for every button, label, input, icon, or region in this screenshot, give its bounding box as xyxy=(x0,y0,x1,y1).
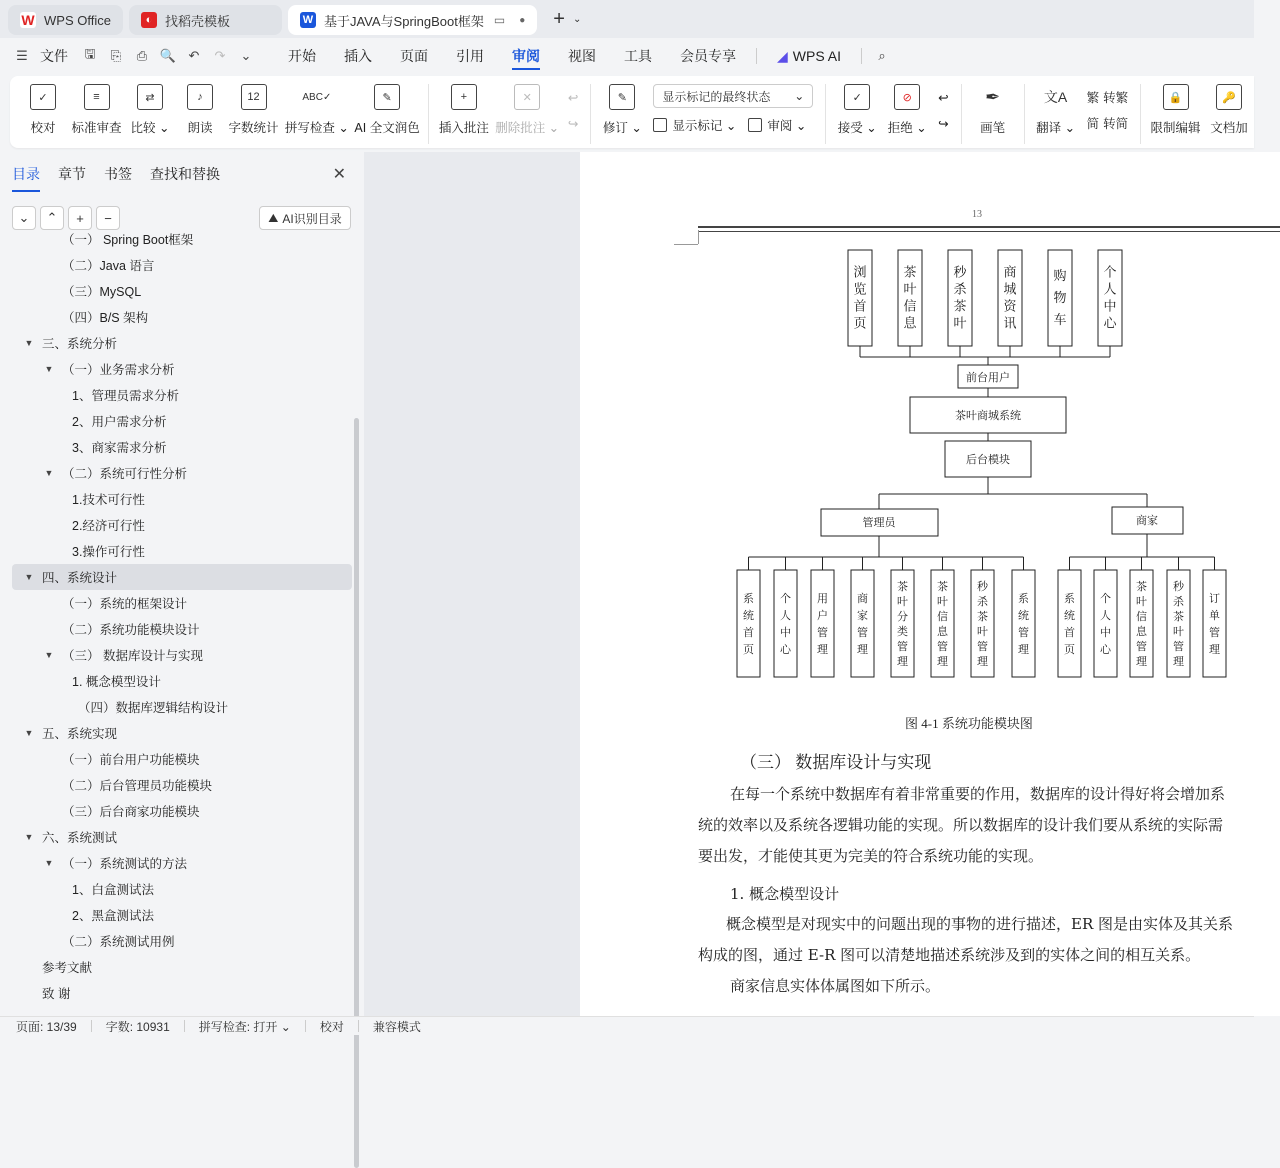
standard-review-label: 标准审查 xyxy=(71,121,122,135)
tab-bar xyxy=(0,0,1254,38)
status-divider xyxy=(305,1020,306,1032)
comment-nav-group xyxy=(568,84,578,136)
merchant-module-label: 个人中心 xyxy=(1100,592,1111,656)
admin-module-label: 用户管理 xyxy=(817,592,828,656)
review-pane-icon xyxy=(748,118,762,132)
expand-triangle-icon[interactable]: ▼ xyxy=(44,650,54,660)
admin-module-box xyxy=(737,570,760,677)
accept-label: 接受 ⌄ xyxy=(837,121,877,135)
ribbon-divider xyxy=(961,84,962,144)
admin-module-label: 系统管理 xyxy=(1018,592,1029,656)
front-module-label: 浏览首页 xyxy=(853,265,867,332)
toc-item-label: （三） 数据库设计与实现 xyxy=(62,649,203,663)
traditional-icon: 繁 xyxy=(1086,91,1100,105)
toc-item[interactable] xyxy=(12,616,352,642)
toc-item-label: 致 谢 xyxy=(42,987,71,1001)
change-nav-group xyxy=(938,84,948,136)
compat-mode-indicator: 兼容模式 xyxy=(372,1019,421,1034)
expand-triangle-icon[interactable]: ▼ xyxy=(44,468,54,478)
pen-label: 画笔 xyxy=(980,121,1006,135)
tab-bookmarks[interactable]: 书签 xyxy=(104,166,132,182)
expand-triangle-icon[interactable]: ▼ xyxy=(24,832,34,842)
ribbon-divider xyxy=(1140,84,1141,144)
subsection-heading: 1. 概念模型设计 xyxy=(730,885,840,903)
toc-item-label: 2.经济可行性 xyxy=(72,519,145,533)
admin-module-label: 茶叶分类管理 xyxy=(897,580,908,668)
word-count-button[interactable] xyxy=(228,84,279,136)
toc-item[interactable] xyxy=(12,278,352,304)
admin-module-label: 茶叶信息管理 xyxy=(937,580,948,668)
body-paragraph-line: 在每一个系统中数据库有着非常重要的作用，数据库的设计得好将会增加系 xyxy=(730,785,1226,803)
spell-check-indicator[interactable]: 拼写检查: 打开 ⌄ xyxy=(198,1019,291,1034)
merchant-module-label: 系统首页 xyxy=(1064,592,1075,656)
new-tab-button[interactable]: + xyxy=(553,7,565,30)
add-heading-icon[interactable]: + xyxy=(68,206,92,230)
show-markup-button[interactable]: 显示标记 ⌄ xyxy=(672,119,737,133)
toc-item-label: 3、商家需求分析 xyxy=(72,441,167,455)
admin-module-label: 个人中心 xyxy=(780,592,791,656)
ribbon-divider xyxy=(1024,84,1025,144)
unsaved-dot-icon[interactable]: ● xyxy=(519,14,526,26)
toc-item[interactable] xyxy=(12,408,352,434)
next-comment-button[interactable]: ↪ xyxy=(567,116,579,131)
admin-module-label: 商家管理 xyxy=(857,592,868,656)
status-divider xyxy=(358,1020,359,1032)
wps-logo-icon: W xyxy=(21,12,35,28)
translate-label: 翻译 ⌄ xyxy=(1036,121,1076,135)
admin-module-label: 系统首页 xyxy=(743,592,754,656)
toc-item[interactable] xyxy=(12,382,352,408)
toc-item-label: （一）前台用户功能模块 xyxy=(62,753,200,767)
toc-item[interactable] xyxy=(12,252,352,278)
toc-item-label: 1、管理员需求分析 xyxy=(72,389,179,403)
admin-module-box xyxy=(851,570,874,677)
tab-wps-office[interactable] xyxy=(8,5,123,35)
merchant-module-label: 茶叶信息管理 xyxy=(1136,580,1147,668)
body-paragraph-line: 概念模型是对现实中的问题出现的事物的进行描述，ER 图是由实体及其关系 xyxy=(726,915,1234,933)
toc-item[interactable] xyxy=(12,538,352,564)
proofread-label: 校对 xyxy=(30,121,56,135)
revise-button[interactable] xyxy=(603,84,641,136)
merchant-module-label: 秒杀茶叶管理 xyxy=(1173,580,1184,668)
tab-toc[interactable]: 目录 xyxy=(12,164,40,192)
toc-item-label: （二）系统功能模块设计 xyxy=(62,623,200,637)
restrict-edit-button[interactable] xyxy=(1150,84,1201,136)
expand-triangle-icon[interactable]: ▼ xyxy=(44,364,54,374)
ai-polish-label: AI 全文润色 xyxy=(354,121,420,135)
body-paragraph-line: 构成的图，通过 E-R 图可以清楚地描述系统涉及到的实体之间的相互关系。 xyxy=(698,946,1201,964)
undo-icon[interactable]: ↶ xyxy=(188,48,200,63)
document-page xyxy=(580,152,1280,1016)
front-module-box xyxy=(998,250,1022,346)
toc-item-label: 三、系统分析 xyxy=(42,337,118,351)
read-aloud-icon: ♪ xyxy=(187,84,213,110)
ribbon-divider xyxy=(590,84,591,144)
toc-item[interactable] xyxy=(12,928,352,954)
menu-review[interactable]: 审阅 xyxy=(512,38,540,74)
tab-find-replace[interactable]: 查找和替换 xyxy=(150,166,220,182)
tab-sections[interactable]: 章节 xyxy=(58,166,86,182)
ai-toc-label: AI识别目录 xyxy=(282,211,342,226)
toc-item[interactable] xyxy=(12,980,352,1006)
toc-item-label: （一）系统的框架设计 xyxy=(62,597,188,611)
encrypt-doc-icon: 🔑 xyxy=(1216,84,1242,110)
toc-item-label: 2、用户需求分析 xyxy=(72,415,167,429)
toc-item-label: （一）业务需求分析 xyxy=(62,363,175,377)
revise-icon: ✎ xyxy=(609,84,635,110)
toc-item-label: （三）MySQL xyxy=(62,285,142,299)
proofread-button[interactable] xyxy=(24,84,62,136)
more-chevron-icon[interactable]: ⌄ xyxy=(240,48,252,63)
toc-item-label: 四、系统设计 xyxy=(42,571,118,585)
hamburger-icon: ☰ xyxy=(16,48,28,63)
proofread-icon: ✓ xyxy=(30,84,56,110)
toc-item-label: （四）B/S 架构 xyxy=(62,311,149,325)
remove-heading-icon[interactable]: − xyxy=(96,206,120,230)
toc-item[interactable] xyxy=(12,850,352,876)
menu-divider xyxy=(861,48,862,64)
navigation-panel xyxy=(0,152,362,1016)
print-icon[interactable]: ⎙ xyxy=(136,48,148,63)
front-module-box xyxy=(1098,250,1122,346)
toc-item-label: 参考文献 xyxy=(42,961,93,975)
translate-button[interactable] xyxy=(1037,84,1075,136)
menu-wps-ai[interactable] xyxy=(777,38,841,74)
front-module-box xyxy=(948,250,972,346)
markup-state-value: 显示标记的最终状态 xyxy=(662,89,771,104)
toc-item[interactable] xyxy=(12,902,352,928)
toc-item-label: （二）后台管理员功能模块 xyxy=(62,779,213,793)
toc-item-label: 五、系统实现 xyxy=(42,727,118,741)
menu-reference[interactable]: 引用 xyxy=(456,48,484,64)
toc-item-label: 1、白盒测试法 xyxy=(72,883,154,897)
review-ribbon xyxy=(10,76,1254,148)
standard-review-icon: ≡ xyxy=(84,84,110,110)
toc-item[interactable] xyxy=(12,772,352,798)
markup-group xyxy=(653,84,813,138)
status-bar xyxy=(0,1016,1254,1035)
accept-button[interactable] xyxy=(838,84,876,136)
compare-button[interactable] xyxy=(131,84,169,136)
menu-divider xyxy=(756,48,757,64)
toc-item-label: 3.操作可行性 xyxy=(72,545,145,559)
expand-triangle-icon[interactable]: ▼ xyxy=(24,728,34,738)
lock-doc-icon: 🔒 xyxy=(1163,84,1189,110)
prev-change-button[interactable]: ↩ xyxy=(938,90,949,105)
word-count-indicator[interactable]: 字数: 10931 xyxy=(105,1019,170,1034)
document-area xyxy=(364,152,1254,1016)
insert-comment-button[interactable] xyxy=(438,84,489,136)
menu-bar xyxy=(0,38,1254,74)
toc-item[interactable] xyxy=(12,824,352,850)
spell-check-icon: ABC✓ xyxy=(302,91,332,103)
menu-insert[interactable]: 插入 xyxy=(344,48,372,64)
restrict-edit-label: 限制编辑 xyxy=(1150,121,1201,135)
toc-item[interactable] xyxy=(12,486,352,512)
toc-item[interactable] xyxy=(12,876,352,902)
monitor-icon[interactable]: ▭ xyxy=(493,13,506,27)
admin-module-box xyxy=(774,570,797,677)
accept-icon: ✓ xyxy=(844,84,870,110)
chevron-down-icon: ⌄ xyxy=(794,89,805,103)
merchant-module-label: 订单管理 xyxy=(1209,592,1220,656)
toc-item[interactable] xyxy=(12,304,352,330)
toc-item[interactable] xyxy=(12,512,352,538)
figure-caption: 图 4-1 系统功能模块图 xyxy=(905,716,1033,731)
toc-item[interactable] xyxy=(12,746,352,772)
toc-item-label: 1. 概念模型设计 xyxy=(72,675,161,689)
tab-label: 基于JAVA与SpringBoot框架 xyxy=(323,13,484,29)
revise-label: 修订 ⌄ xyxy=(602,121,642,135)
insert-comment-label: 插入批注 xyxy=(438,121,489,135)
ribbon-divider xyxy=(825,84,826,144)
status-divider xyxy=(91,1020,92,1032)
toc-item[interactable] xyxy=(12,590,352,616)
toc-item[interactable] xyxy=(12,668,352,694)
pen-button[interactable] xyxy=(974,84,1012,136)
admin-module-label: 秒杀茶叶管理 xyxy=(977,580,988,668)
expand-triangle-icon[interactable]: ▼ xyxy=(44,858,54,868)
expand-chevron-icon[interactable]: ⌄ xyxy=(12,206,36,230)
body-paragraph-line: 商家信息实体体属图如下所示。 xyxy=(730,977,941,995)
front-user-label: 前台用户 xyxy=(966,371,1010,384)
delete-comment-button[interactable] xyxy=(495,84,560,136)
front-module-box xyxy=(898,250,922,346)
toc-item[interactable] xyxy=(12,720,352,746)
panel-tabs xyxy=(12,164,238,192)
menu-page[interactable]: 页面 xyxy=(400,48,428,64)
toc-item[interactable] xyxy=(12,226,352,252)
tab-label: 找稻壳模板 xyxy=(164,13,230,29)
file-menu-button[interactable] xyxy=(14,46,68,66)
file-label: 文件 xyxy=(40,48,68,64)
merchant-module-box xyxy=(1094,570,1117,677)
front-module-label: 个人中心 xyxy=(1103,265,1117,332)
menu-member[interactable]: 会员专享 xyxy=(680,48,736,64)
toc-item[interactable] xyxy=(12,330,352,356)
admin-module-box xyxy=(811,570,834,677)
translate-icon: 文A xyxy=(1043,89,1068,105)
page-number: 13 xyxy=(972,209,982,220)
section-heading: （三） 数据库设计与实现 xyxy=(740,753,932,772)
chinese-convert-group xyxy=(1087,84,1129,136)
prev-comment-button[interactable]: ↩ xyxy=(567,90,579,105)
toc-item[interactable] xyxy=(12,642,352,668)
print-preview-icon[interactable]: 🔍 xyxy=(159,48,177,63)
body-paragraph-line: 要出发，才能使其更为完美的符合系统功能的实现。 xyxy=(698,847,1044,865)
ai-polish-button[interactable] xyxy=(354,84,420,136)
read-aloud-button[interactable] xyxy=(181,84,219,136)
export-icon[interactable]: ⎘ xyxy=(110,48,122,63)
tab-document[interactable] xyxy=(288,5,537,35)
to-simplified-button[interactable]: 简 转简 xyxy=(1087,110,1129,136)
menu-view[interactable]: 视图 xyxy=(568,48,596,64)
toc-item-label: 2、黑盒测试法 xyxy=(72,909,154,923)
tab-templates[interactable] xyxy=(129,5,282,35)
word-doc-icon: W xyxy=(300,12,316,28)
system-label: 茶叶商城系统 xyxy=(955,409,1021,422)
word-count-icon: 12 xyxy=(241,84,267,110)
reject-label: 拒绝 ⌄ xyxy=(887,121,927,135)
insert-comment-icon: + xyxy=(451,84,477,110)
compare-label: 比较 ⌄ xyxy=(130,121,170,135)
toc-item[interactable] xyxy=(12,434,352,460)
toc-item-label: （一）系统测试的方法 xyxy=(62,857,188,871)
toc-item[interactable] xyxy=(12,798,352,824)
to-traditional-button[interactable]: 繁 转繁 xyxy=(1087,84,1129,110)
toc-list xyxy=(12,233,352,1012)
delete-comment-icon: ✕ xyxy=(514,84,540,110)
collapse-chevron-icon[interactable]: ⌃ xyxy=(40,206,64,230)
close-icon[interactable]: ✕ xyxy=(332,166,346,183)
toc-item-label: （三）后台商家功能模块 xyxy=(62,805,200,819)
front-module-label: 茶叶信息 xyxy=(903,265,917,332)
show-markup-icon xyxy=(653,118,667,132)
docer-logo-icon: ◐ xyxy=(141,12,157,28)
next-change-button[interactable]: ↪ xyxy=(938,116,949,131)
merchant-module-box xyxy=(1058,570,1081,677)
merchant-label: 商家 xyxy=(1136,514,1158,527)
toc-item-label: （二）Java 语言 xyxy=(62,259,155,273)
body-paragraph-line: 统的效率以及系统各逻辑功能的实现。所以数据库的设计我们要从系统的实际需 xyxy=(698,816,1224,834)
ai-icon: ⛰ xyxy=(268,210,279,225)
word-count-label: 字数统计 xyxy=(228,121,279,135)
toc-item-label: 六、系统测试 xyxy=(42,831,118,845)
toc-item-label: 1.技术可行性 xyxy=(72,493,145,507)
review-pane-button[interactable]: 审阅 ⌄ xyxy=(767,119,807,133)
toc-item-label: （二）系统测试用例 xyxy=(62,935,175,949)
backend-label: 后台模块 xyxy=(966,453,1010,466)
simplified-icon: 简 xyxy=(1086,117,1100,131)
spell-check-label: 拼写检查 ⌄ xyxy=(284,121,349,135)
function-module-diagram xyxy=(580,152,1280,712)
reject-button[interactable] xyxy=(888,84,926,136)
wps-ai-label: WPS AI xyxy=(792,48,842,64)
wps-ai-icon: ◢ xyxy=(777,47,788,64)
front-module-label: 商城资讯 xyxy=(1003,265,1017,332)
proofread-indicator[interactable]: 校对 xyxy=(319,1019,344,1034)
ai-polish-icon: ✎ xyxy=(374,84,400,110)
redo-icon[interactable]: ↷ xyxy=(214,48,226,63)
read-aloud-label: 朗读 xyxy=(187,121,213,135)
admin-label: 管理员 xyxy=(862,516,896,529)
pen-icon: ✒ xyxy=(985,86,1001,107)
tab-list-chevron-icon[interactable]: ⌄ xyxy=(572,13,582,25)
toc-item[interactable] xyxy=(12,460,352,486)
standard-review-button[interactable] xyxy=(71,84,122,136)
save-icon[interactable]: 🖫 xyxy=(84,46,96,61)
compare-icon: ⇄ xyxy=(137,84,163,110)
spell-check-button[interactable] xyxy=(284,84,349,136)
search-icon[interactable]: ⌕ xyxy=(878,48,886,63)
delete-comment-label: 删除批注 ⌄ xyxy=(495,121,560,135)
toc-scrollbar[interactable] xyxy=(354,418,359,1168)
toc-item[interactable] xyxy=(12,356,352,382)
toc-item-label: （一） Spring Boot框架 xyxy=(62,233,194,247)
status-divider xyxy=(184,1020,185,1032)
toc-item-label: （二）系统可行性分析 xyxy=(62,467,188,481)
expand-triangle-icon[interactable]: ▼ xyxy=(24,572,34,582)
markup-state-select[interactable] xyxy=(653,84,813,108)
front-module-label: 购物车 xyxy=(1053,269,1067,328)
menu-start[interactable]: 开始 xyxy=(288,48,316,64)
toc-item[interactable] xyxy=(12,954,352,980)
toc-item[interactable] xyxy=(12,564,352,590)
expand-triangle-icon[interactable]: ▼ xyxy=(24,338,34,348)
page-indicator[interactable]: 页面: 13/39 xyxy=(16,1019,77,1034)
admin-module-box xyxy=(1012,570,1035,677)
ribbon-divider xyxy=(428,84,429,144)
doc-encrypt-label: 文档加 xyxy=(1210,121,1248,135)
menu-tools[interactable]: 工具 xyxy=(624,48,652,64)
front-module-box xyxy=(848,250,872,346)
tab-label: WPS Office xyxy=(44,12,111,28)
toc-item[interactable] xyxy=(12,694,352,720)
front-module-label: 秒杀茶叶 xyxy=(953,265,967,332)
doc-encrypt-button[interactable] xyxy=(1210,84,1248,136)
reject-icon: ⊘ xyxy=(894,84,920,110)
toc-item-label: （四）数据库逻辑结构设计 xyxy=(78,701,229,715)
merchant-module-box xyxy=(1203,570,1226,677)
